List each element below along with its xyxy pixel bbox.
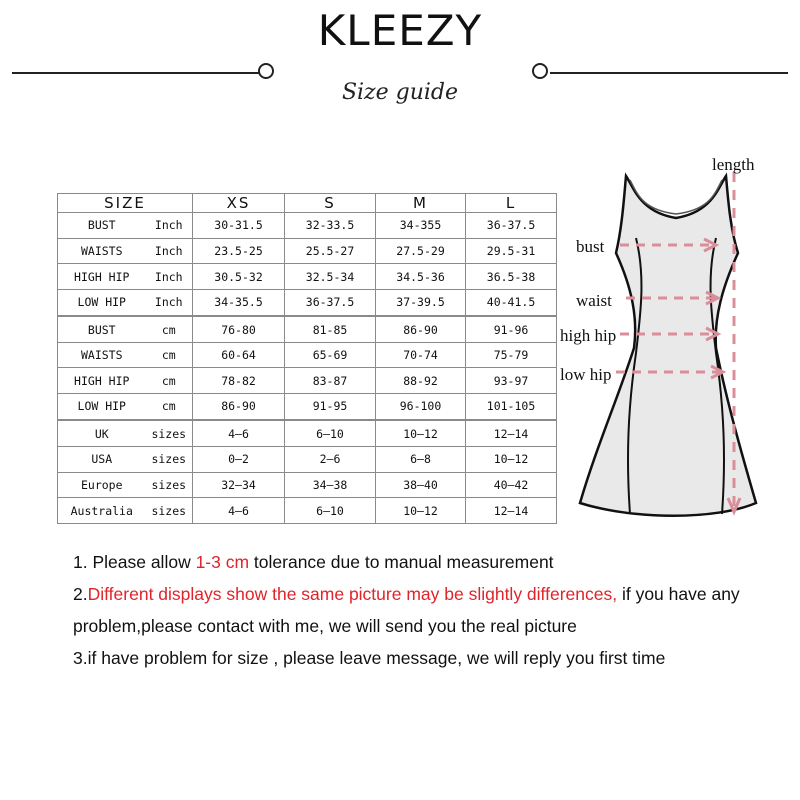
measure-value: 93-97	[466, 368, 557, 394]
measure-value: 86-90	[376, 317, 466, 343]
measure-value: 91-96	[466, 317, 557, 343]
note-3: 3.if have problem for size , please leave message, we will reply you first time	[73, 648, 666, 668]
measure-value: 78-82	[193, 368, 285, 394]
measure-value: 10—12	[376, 421, 466, 447]
measure-name: USA	[58, 447, 146, 473]
measure-unit: Inch	[146, 213, 193, 239]
measure-value: 10—12	[376, 498, 466, 524]
measure-unit: Inch	[146, 238, 193, 264]
dress-measurement-diagram	[556, 148, 796, 528]
measure-value: 34-355	[376, 213, 466, 239]
note-2-continued: problem,please contact with me, we will send you the real picture	[73, 616, 577, 636]
measure-value: 6—10	[285, 421, 376, 447]
table-row	[58, 264, 557, 290]
note-2-text-end: if you have any	[617, 584, 740, 604]
measure-name: HIGH HIP	[58, 368, 146, 394]
divider-ornament-right	[532, 63, 548, 79]
measure-value: 40—42	[466, 472, 557, 498]
divider-right	[550, 72, 788, 74]
measure-value: 29.5-31	[466, 238, 557, 264]
measure-value: 40-41.5	[466, 289, 557, 315]
length-label: length	[712, 155, 755, 174]
measure-name: BUST	[58, 317, 146, 343]
measure-value: 83-87	[285, 368, 376, 394]
measure-value: 60-64	[193, 342, 285, 368]
measure-value: 25.5-27	[285, 238, 376, 264]
dress-silhouette	[580, 176, 756, 516]
measure-value: 4—6	[193, 498, 285, 524]
measure-unit: sizes	[146, 498, 193, 524]
bust-label: bust	[576, 237, 605, 256]
measure-value: 81-85	[285, 317, 376, 343]
table-row	[58, 317, 557, 343]
measure-value: 6—8	[376, 447, 466, 473]
measure-value: 34-35.5	[193, 289, 285, 315]
measure-unit: cm	[146, 368, 193, 394]
measure-value: 34—38	[285, 472, 376, 498]
measure-name: LOW HIP	[58, 289, 146, 315]
table-row	[58, 498, 557, 524]
divider-left	[12, 72, 259, 74]
note-2-highlight: Different displays show the same picture may be slightly differences,	[87, 584, 618, 604]
size-column-header: SIZE	[58, 194, 193, 213]
measure-value: 12—14	[466, 498, 557, 524]
measure-value: 32-33.5	[285, 213, 376, 239]
measure-value: 12—14	[466, 421, 557, 447]
measure-value: 36-37.5	[285, 289, 376, 315]
measure-value: 101-105	[466, 394, 557, 420]
measure-value: 37-39.5	[376, 289, 466, 315]
table-row	[58, 368, 557, 394]
page-subtitle: Size guide	[341, 80, 459, 105]
size-chart-table	[57, 193, 557, 524]
measure-value: 34.5-36	[376, 264, 466, 290]
high-hip-label: high hip	[560, 326, 617, 345]
measure-value: 70-74	[376, 342, 466, 368]
table-row	[58, 342, 557, 368]
size-header-m: M	[376, 194, 466, 213]
table-row	[58, 394, 557, 420]
measure-value: 0—2	[193, 447, 285, 473]
measure-unit: sizes	[146, 472, 193, 498]
measure-value: 96-100	[376, 394, 466, 420]
table-row	[58, 472, 557, 498]
table-row	[58, 213, 557, 239]
size-header-s: S	[285, 194, 376, 213]
measure-name: BUST	[58, 213, 146, 239]
measure-value: 32.5-34	[285, 264, 376, 290]
measure-name: HIGH HIP	[58, 264, 146, 290]
measure-unit: Inch	[146, 264, 193, 290]
measure-name: WAISTS	[58, 342, 146, 368]
measure-unit: sizes	[146, 447, 193, 473]
note-1-text: 1. Please allow	[73, 552, 196, 572]
size-header-l: L	[466, 194, 557, 213]
measure-value: 32—34	[193, 472, 285, 498]
measure-unit: sizes	[146, 421, 193, 447]
measure-unit: Inch	[146, 289, 193, 315]
measure-name: WAISTS	[58, 238, 146, 264]
measure-value: 23.5-25	[193, 238, 285, 264]
note-2-number: 2.	[73, 584, 88, 604]
measure-value: 4—6	[193, 421, 285, 447]
measure-value: 30.5-32	[193, 264, 285, 290]
measure-value: 6—10	[285, 498, 376, 524]
measure-value: 36-37.5	[466, 213, 557, 239]
measure-unit: cm	[146, 317, 193, 343]
size-header-xs: XS	[193, 194, 285, 213]
measure-value: 27.5-29	[376, 238, 466, 264]
measure-value: 30-31.5	[193, 213, 285, 239]
measure-value: 75-79	[466, 342, 557, 368]
measure-value: 2—6	[285, 447, 376, 473]
table-row	[58, 289, 557, 315]
measure-name: Australia	[58, 498, 146, 524]
note-2	[73, 584, 740, 605]
table-row	[58, 421, 557, 447]
measure-value: 91-95	[285, 394, 376, 420]
divider-ornament-left	[258, 63, 274, 79]
measure-name: UK	[58, 421, 146, 447]
table-row	[58, 238, 557, 264]
measure-unit: cm	[146, 342, 193, 368]
measure-value: 36.5-38	[466, 264, 557, 290]
measure-unit: cm	[146, 394, 193, 420]
note-1	[73, 552, 554, 573]
brand-title: KLEEZY	[317, 6, 483, 55]
measure-value: 10—12	[466, 447, 557, 473]
low-hip-label: low hip	[560, 365, 612, 384]
measure-value: 76-80	[193, 317, 285, 343]
measure-name: Europe	[58, 472, 146, 498]
waist-label: waist	[576, 291, 612, 310]
table-row	[58, 447, 557, 473]
table-body	[58, 213, 557, 524]
note-1-text-end: tolerance due to manual measurement	[249, 552, 554, 572]
measure-value: 88-92	[376, 368, 466, 394]
measure-value: 38—40	[376, 472, 466, 498]
measure-value: 65-69	[285, 342, 376, 368]
measure-name: LOW HIP	[58, 394, 146, 420]
measure-value: 86-90	[193, 394, 285, 420]
table-header-row	[58, 194, 557, 213]
note-1-highlight: 1-3 cm	[195, 552, 250, 572]
